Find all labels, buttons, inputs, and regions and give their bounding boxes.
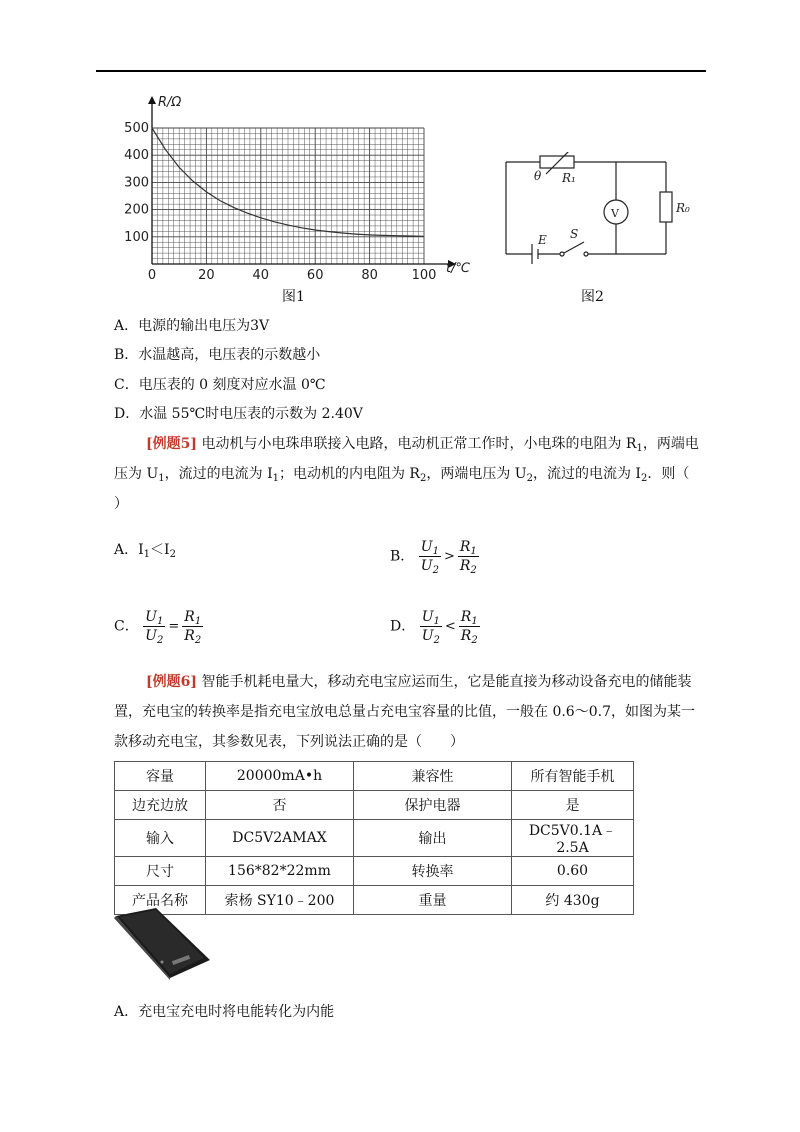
q4-option-a: A．电源的输出电压为3V xyxy=(114,318,270,334)
header-rule xyxy=(96,70,706,72)
table-cell: DC5V0.1A﹣2.5A xyxy=(512,820,634,857)
example5-option-d: D． $\frac{U_1}{U_2}$ < $\frac{R_1}{R_2}$ xyxy=(390,609,478,646)
q4-option-d: D．水温 55℃时电压表的示数为 2.40V xyxy=(114,406,363,422)
thermistor-r1 xyxy=(540,156,574,168)
table-cell: 是 xyxy=(512,791,634,820)
table-cell: 边充边放 xyxy=(115,791,206,820)
x-axis-label: t/℃ xyxy=(446,261,471,276)
y-tick-label: 200 xyxy=(124,202,149,218)
q4-option-c: C．电压表的 0 刻度对应水温 0℃ xyxy=(114,377,326,393)
y-tick-label: 100 xyxy=(124,229,149,245)
x-tick-label: 20 xyxy=(198,268,215,282)
r0-label: R₀ xyxy=(676,201,690,215)
x-tick-label: 80 xyxy=(361,268,378,282)
y-axis-arrow xyxy=(148,96,156,104)
example5-option-b: B． $\frac{U_1}{U_2}$ > $\frac{R_1}{R_2}$ xyxy=(390,539,477,576)
y-tick-label: 400 xyxy=(124,148,149,164)
table-cell: 索杨 SY10﹣200 xyxy=(206,886,354,915)
example5-option-c: C． $\frac{U_1}{U_2}$ = $\frac{R_1}{R_2}$ xyxy=(114,609,202,646)
example5-option-a: A．$I_1<I_2$ xyxy=(114,542,176,560)
table-row xyxy=(115,820,634,857)
power-bank-image xyxy=(112,906,212,980)
theta-label: θ xyxy=(534,169,542,183)
table-cell: DC5V2AMAX xyxy=(206,820,354,857)
q4-option-b: B．水温越高，电压表的示数越小 xyxy=(114,347,321,363)
example5-stem: [例题5] 电动机与小电珠串联接入电路，电动机正常工作时，小电珠的电阻为 $R_1$，两端电压为 $U_1$，流过的电流为 $I_1$；电动机的内电阻为 $R_2$，两端电压为 $U_2$，流过的电流为 $I_2$．则（ ） xyxy=(114,436,699,512)
table-cell: 156*82*22mm xyxy=(206,857,354,886)
table-cell: 20000mA•h xyxy=(206,762,354,791)
figure2-circuit xyxy=(496,152,706,274)
table-cell: 所有智能手机 xyxy=(512,762,634,791)
x-tick-label: 0 xyxy=(147,268,157,282)
table-cell: 约 430g xyxy=(512,886,634,915)
r1-label: R₁ xyxy=(562,171,576,185)
x-tick-label: 40 xyxy=(252,268,270,282)
example5-tag: [例题5] xyxy=(146,436,197,452)
table-cell: 兼容性 xyxy=(354,762,512,791)
table-cell: 输入 xyxy=(115,820,206,857)
figure2-caption: 图2 xyxy=(581,289,604,305)
table-row xyxy=(115,791,634,820)
y-axis-label: R/Ω xyxy=(158,95,182,110)
table-cell: 转换率 xyxy=(354,857,512,886)
table-row xyxy=(115,857,634,886)
table-cell: 尺寸 xyxy=(115,857,206,886)
battery-label: E xyxy=(538,233,547,247)
table-cell: 产品名称 xyxy=(115,886,206,915)
figure1-chart xyxy=(118,92,478,282)
table-cell: 容量 xyxy=(115,762,206,791)
x-tick-label: 60 xyxy=(306,268,324,282)
switch-icon xyxy=(564,242,584,253)
y-tick-label: 300 xyxy=(124,175,149,191)
table-cell: 0.60 xyxy=(512,857,634,886)
spec-table xyxy=(114,761,634,915)
resistor-r0 xyxy=(660,192,672,222)
y-tick-label: 500 xyxy=(124,121,149,136)
table-row xyxy=(115,762,634,791)
example6-tag: [例题6] xyxy=(146,674,197,690)
example6-option-a: A．充电宝充电时将电能转化为内能 xyxy=(114,1004,335,1020)
table-cell: 重量 xyxy=(354,886,512,915)
example6-stem: [例题6] 智能手机耗电量大，移动充电宝应运而生，它是能直接为移动设备充电的储能装 置，充电宝的转换率是指充电宝放电总量占充电宝容量的比值，一般在 0.6～0.7，如图为某一 款移动充电宝，其参数见表，下列说法正确的是（ ） xyxy=(114,674,695,750)
switch-label: S xyxy=(570,227,579,241)
x-tick-label: 100 xyxy=(411,268,437,282)
figure1-caption: 图1 xyxy=(282,289,305,305)
table-cell: 保护电器 xyxy=(354,791,512,820)
voltmeter-label: V xyxy=(611,207,619,220)
table-cell: 否 xyxy=(206,791,354,820)
table-cell: 输出 xyxy=(354,820,512,857)
